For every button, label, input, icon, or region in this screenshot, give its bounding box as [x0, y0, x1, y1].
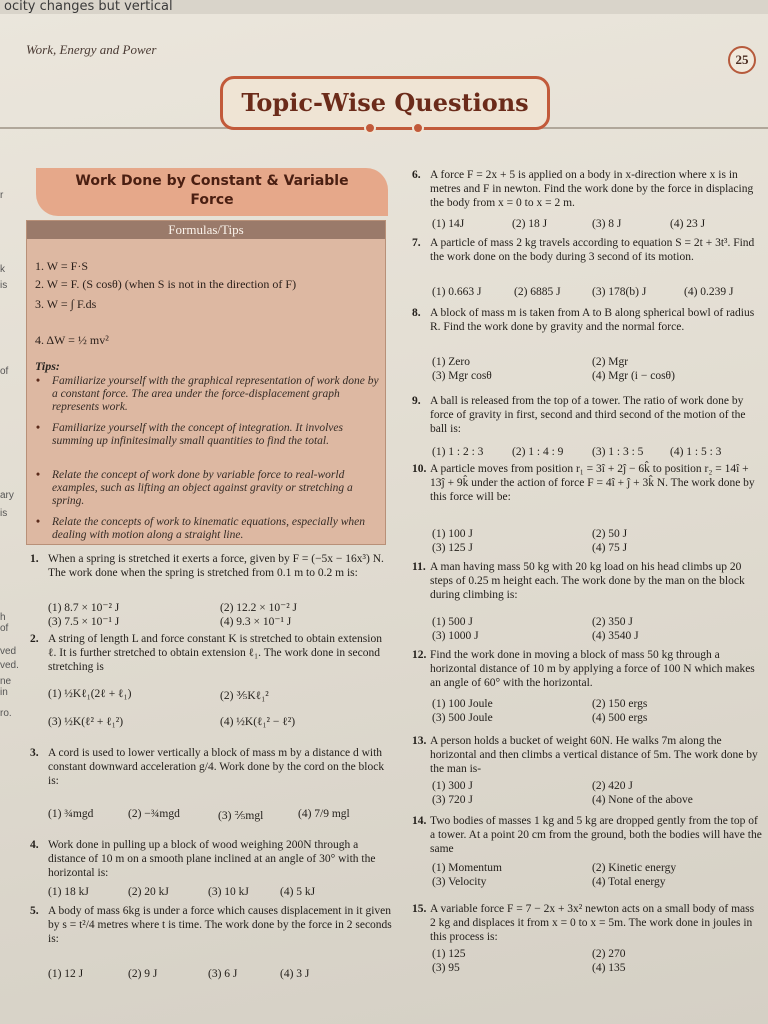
question-text: A ball is released from the top of a tower. The ratio of work done by force of gravity in first, second and third second of the motion of the ball is:: [430, 395, 746, 435]
option: (2) 9 J: [128, 968, 158, 980]
option: (3) 6 J: [208, 968, 238, 980]
option: (3) 178(b) J: [592, 286, 647, 298]
option: (4) ½K(ℓ₁² − ℓ²): [220, 716, 296, 728]
option: (3) 7.5 × 10⁻¹ J: [48, 616, 120, 628]
question-text: When a spring is stretched it exerts a force, given by F = (−5x − 16x³) N. The work done when the spring is stretched from 0.1 m to 0.2 m is:: [48, 553, 384, 579]
bleed-text: h of: [0, 612, 9, 634]
option: (3) 8 J: [592, 218, 622, 230]
question: [412, 236, 762, 264]
option: (4) 75 J: [592, 542, 628, 554]
question-number: 6.: [412, 169, 421, 181]
option: (2) −¾mgd: [128, 808, 180, 820]
option: (1) 125: [432, 948, 466, 960]
tip-text: • Relate the concepts of work to kinematic equations, especially when dealing with motion along a straight line.: [52, 516, 365, 541]
tip-item: [37, 422, 382, 448]
option: (3) 500 Joule: [432, 712, 493, 724]
question-text: A particle of mass 2 kg travels according to equation S = 2t + 3t³. Find the work done on the body during 3 second of its motion.: [430, 237, 755, 263]
option: (2) 1 : 4 : 9: [512, 446, 564, 458]
question-number: 15.: [412, 903, 427, 915]
option: (4) 9.3 × 10⁻¹ J: [220, 616, 292, 628]
question-text: A particle moves from position r₁ = 3î + 2ĵ − 6k̂ to position r₂ = 14î + 13ĵ + 9k̂ under the action of force F = 4î + ĵ + 3k̂ N. The work done by this force will be:: [430, 463, 755, 503]
section-title-line: Work Done by Constant & Variable: [75, 173, 349, 189]
question: [30, 838, 392, 880]
option: (4) 23 J: [670, 218, 706, 230]
tip-item: [37, 516, 382, 542]
tip-text: • Familiarize yourself with the concept of integration. It involves summing up infinitesimally small quantities to find the total.: [52, 422, 343, 447]
option: (3) 95: [432, 962, 460, 974]
option: (4) 5 kJ: [280, 886, 316, 898]
option: (1) 100 J: [432, 528, 473, 540]
option: (1) ¾mgd: [48, 808, 94, 820]
tip-text: • Familiarize yourself with the graphical representation of work done by a constant force. The area under the force-displacement graph represents work.: [52, 375, 379, 413]
option: (4) 3540 J: [592, 630, 639, 642]
banner-title: Topic-Wise Questions: [220, 76, 550, 130]
question: [412, 168, 762, 210]
tip-text: • Relate the concept of work done by variable force to real-world examples, such as lifting an object against gravity or stretching a spring.: [52, 469, 353, 507]
question: [412, 902, 762, 944]
option: (4) 1 : 5 : 3: [670, 446, 722, 458]
formula-line: 1. W = F·S: [35, 259, 89, 273]
question-text: A variable force F = 7 − 2x + 3x² newton acts on a small body of mass 2 kg and displaces it from x = 0 to x = 5m. The work done in joules in this process is:: [430, 903, 755, 943]
option: (4) Mgr (i − cosθ): [592, 370, 675, 382]
question: [412, 394, 762, 436]
option: (2) 20 kJ: [128, 886, 169, 898]
option: (3) 1000 J: [432, 630, 479, 642]
question-text: Work done in pulling up a block of wood weighing 200N through a distance of 10 m on a smooth plane inclined at an angle of 30° with the horizontal is:: [48, 839, 376, 879]
question: [30, 904, 392, 946]
option: (3) 10 kJ: [208, 886, 249, 898]
option: (1) 14J: [432, 218, 465, 230]
tips-label: Tips:: [35, 359, 60, 373]
question: [412, 462, 762, 504]
question-text: Find the work done in moving a block of mass 50 kg through a horizontal distance of 10 m by applying a force of 100 N which makes an angle of 60° with the horizontal.: [430, 649, 755, 689]
question-number: 7.: [412, 237, 421, 249]
question-number: 1.: [30, 553, 39, 565]
question-number: 12.: [412, 649, 427, 661]
section-title: [36, 168, 388, 216]
dot-icon: [412, 122, 424, 134]
bleed-text: ne in: [0, 676, 12, 698]
option: (1) 18 kJ: [48, 886, 89, 898]
option: (3) 720 J: [432, 794, 473, 806]
option: (4) 0.239 J: [684, 286, 734, 298]
bleed-text: ved: [0, 646, 17, 657]
question-text: A body of mass 6kg is under a force which causes displacement in it given by s = t²/4 metres where t is time. The work done by the force in 2 seconds is:: [48, 905, 392, 945]
running-head: Work, Energy and Power: [26, 42, 157, 57]
option: (2) Mgr: [592, 356, 629, 368]
formula-line: 4. ΔW = ½ mv²: [35, 333, 109, 347]
tip-item: [37, 375, 382, 414]
option: (3) ⅖mgl: [218, 810, 264, 822]
question-number: 11.: [412, 561, 426, 573]
option: (2) 420 J: [592, 780, 633, 792]
option: (4) None of the above: [592, 794, 693, 806]
option: (3) ½K(ℓ² + ℓ₁²): [48, 716, 124, 728]
option: (4) 135: [592, 962, 626, 974]
option: (4) Total energy: [592, 876, 666, 888]
option: (1) ½Kℓ₁(2ℓ + ℓ₁): [48, 688, 132, 700]
question: [412, 306, 762, 334]
option: (2) 18 J: [512, 218, 548, 230]
right-question-column: [412, 168, 764, 1018]
option: (2) 6885 J: [514, 286, 561, 298]
formulas-heading: Formulas/Tips: [27, 221, 385, 239]
left-question-column: [30, 548, 398, 1018]
option: (1) 1 : 2 : 3: [432, 446, 484, 458]
option: (2) 50 J: [592, 528, 628, 540]
option: (2) 12.2 × 10⁻² J: [220, 602, 298, 614]
option: (4) 500 ergs: [592, 712, 648, 724]
formula-line: 2. W = F. (S cosθ) (when S is not in the direction of F): [35, 277, 297, 291]
formulas-tips-box: [26, 220, 386, 545]
option: (1) Zero: [432, 356, 470, 368]
question-number: 13.: [412, 735, 427, 747]
question-number: 3.: [30, 747, 39, 759]
question-text: A man having mass 50 kg with 20 kg load on his head climbs up 20 steps of 0.25 m height each. The work done by the man on the block during climbing is:: [430, 561, 745, 601]
question-number: 14.: [412, 815, 427, 827]
bleed-text: of: [0, 366, 9, 377]
question-number: 2.: [30, 633, 39, 645]
option: (3) Velocity: [432, 876, 487, 888]
question-number: 9.: [412, 395, 421, 407]
bleed-text: is: [0, 280, 8, 291]
question-number: 4.: [30, 839, 39, 851]
option: (3) 1 : 3 : 5: [592, 446, 644, 458]
option: (3) Mgr cosθ: [432, 370, 492, 382]
question-text: A cord is used to lower vertically a block of mass m by a distance d with constant downward acceleration g/4. Work done by the cord on the block is:: [48, 747, 385, 787]
option: (1) 300 J: [432, 780, 473, 792]
previous-page-edge: ocity changes but vertical: [0, 0, 768, 14]
banner: [220, 76, 550, 130]
question-text: A block of mass m is taken from A to B along spherical bowl of radius R. Find the work done by gravity and the normal force.: [430, 307, 755, 333]
question-number: 10.: [412, 463, 427, 475]
page-number-badge: 25: [728, 46, 756, 74]
option: (2) 150 ergs: [592, 698, 648, 710]
option: (1) 8.7 × 10⁻² J: [48, 602, 120, 614]
option: (1) Momentum: [432, 862, 502, 874]
option: (2) 270: [592, 948, 626, 960]
question-number: 5.: [30, 905, 39, 917]
bleed-text: ary: [0, 490, 14, 501]
question-text: Two bodies of masses 1 kg and 5 kg are dropped gently from the top of a tower. At a point 20 cm from the ground, both the bodies will have the same: [430, 815, 762, 855]
option: (1) 100 Joule: [432, 698, 493, 710]
option: (1) 0.663 J: [432, 286, 482, 298]
bleed-text: ro.: [0, 708, 12, 719]
bleed-text: ved.: [0, 660, 19, 671]
bleed-text: is: [0, 508, 8, 519]
question: [30, 552, 392, 580]
option: (1) 500 J: [432, 616, 473, 628]
formula-line: 3. W = ∫ F.ds: [35, 297, 97, 311]
bleed-text: k: [0, 264, 5, 275]
bleed-text: r: [0, 190, 4, 201]
question: [412, 814, 762, 856]
option: (2) 350 J: [592, 616, 633, 628]
question-text: A force F = 2x + 5 is applied on a body in x-direction where x is in metres and F in newton. Find the work done by the force in displacing the body from x = 0 to x = 2 m.: [430, 169, 754, 209]
question-number: 8.: [412, 307, 421, 319]
question: [412, 734, 762, 776]
question-text: A person holds a bucket of weight 60N. He walks 7m along the horizontal and then climbs a vertical distance of 5m. The work done by the man is-: [430, 735, 758, 775]
question: [412, 648, 762, 690]
option: (2) Kinetic energy: [592, 862, 677, 874]
tip-item: [37, 469, 382, 508]
section-title-line: Force: [190, 192, 234, 208]
question-text: A string of length L and force constant K is stretched to obtain extension ℓ. It is further stretched to obtain extension ℓ₁. The work done in second stretching is: [48, 633, 382, 673]
option: (4) 3 J: [280, 968, 310, 980]
option: (3) 125 J: [432, 542, 473, 554]
option: (2) ⅗Kℓ₁²: [220, 690, 269, 702]
question: [412, 560, 762, 602]
question: [30, 746, 392, 788]
question: [30, 632, 392, 674]
dot-icon: [364, 122, 376, 134]
option: (1) 12 J: [48, 968, 84, 980]
option: (4) 7/9 mgl: [298, 808, 350, 820]
